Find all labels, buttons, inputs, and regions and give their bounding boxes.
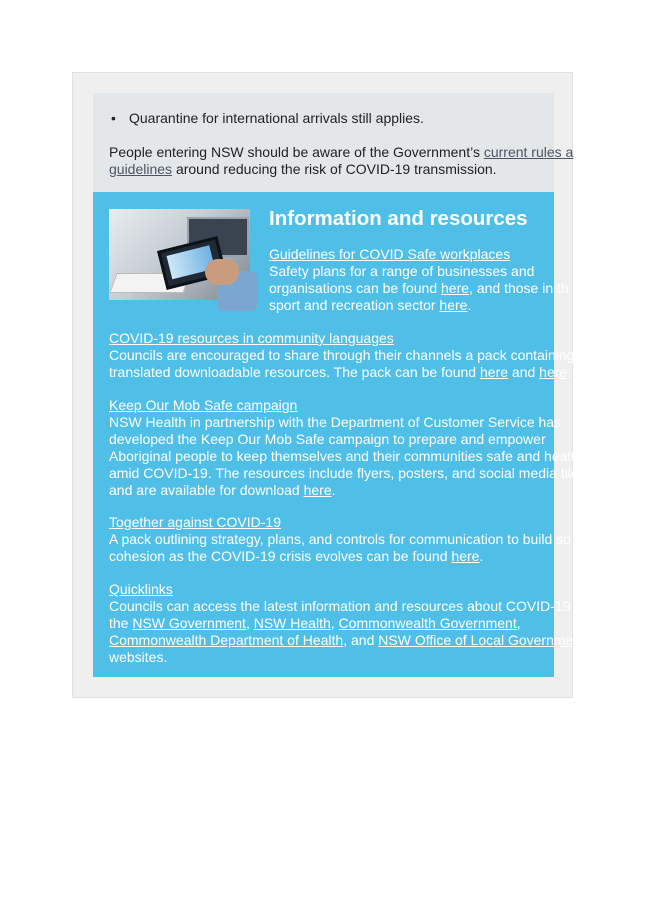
nsw-government-link[interactable]: NSW Government bbox=[132, 615, 246, 631]
email-content bbox=[93, 93, 579, 677]
quicklinks-sep: , bbox=[330, 615, 339, 631]
bullet-item bbox=[111, 110, 424, 127]
together-text: cohesion as the COVID-19 crisis evolves can be found bbox=[109, 548, 452, 564]
nsw-olg-link[interactable]: NSW Office of Local Governme bbox=[378, 632, 574, 648]
businesses-here-link[interactable]: here bbox=[441, 280, 470, 296]
bullet-text: Quarantine for international arrivals still applies. bbox=[129, 110, 424, 126]
nsw-health-link[interactable]: NSW Health bbox=[253, 615, 331, 631]
hand-shape bbox=[205, 259, 239, 285]
para-text-2: around reducing the risk of COVID-19 transmission. bbox=[172, 161, 497, 177]
mob-safe-text-rest: . bbox=[331, 482, 336, 498]
mob-safe-line: developed the Keep Our Mob Safe campaign to prepare and empower bbox=[109, 431, 546, 447]
together-block bbox=[109, 514, 571, 565]
quicklinks-text: the bbox=[109, 615, 133, 631]
languages-line: Councils are encouraged to share through their channels a pack containing bbox=[109, 347, 575, 363]
quicklinks-sep: , bbox=[245, 615, 254, 631]
together-here-link[interactable]: here bbox=[451, 548, 480, 564]
resources-section bbox=[93, 192, 579, 677]
current-rules-link[interactable]: current rules a bbox=[483, 144, 574, 160]
email-frame bbox=[72, 72, 579, 698]
intro-section bbox=[93, 93, 574, 192]
workplaces-line: Safety plans for a range of businesses and bbox=[269, 263, 535, 279]
guidelines-link[interactable]: guidelines bbox=[109, 161, 173, 177]
sport-text-rest: . bbox=[467, 297, 472, 313]
covid-safe-workplaces-link[interactable]: Guidelines for COVID Safe workplaces bbox=[269, 246, 511, 262]
mob-safe-line: amid COVID-19. The resources include flyers, posters, and social media tile bbox=[109, 465, 579, 481]
para-text: People entering NSW should be aware of the Government’s bbox=[109, 144, 484, 160]
workplaces-text: organisations can be found bbox=[269, 280, 442, 296]
quicklinks-line: Councils can access the latest information and resources about COVID-19 bbox=[109, 598, 571, 614]
tablet-photo-image bbox=[109, 209, 250, 300]
mob-safe-text: and are available for download bbox=[109, 482, 304, 498]
languages-block bbox=[109, 330, 574, 381]
sport-here-link[interactable]: here bbox=[439, 297, 468, 313]
mob-safe-block bbox=[109, 397, 579, 499]
workplaces-text-rest: , and those in th bbox=[469, 280, 569, 296]
languages-text-rest: . bbox=[567, 364, 572, 380]
languages-text: translated downloadable resources. The pack can be found bbox=[109, 364, 480, 380]
languages-here-link-1[interactable]: here bbox=[480, 364, 509, 380]
mob-safe-line: NSW Health in partnership with the Department of Customer Service has bbox=[109, 414, 562, 430]
together-text-rest: . bbox=[479, 548, 484, 564]
resources-heading: Information and resources bbox=[269, 207, 528, 230]
languages-and: and bbox=[508, 364, 540, 380]
together-against-covid-link[interactable]: Together against COVID-19 bbox=[109, 514, 281, 530]
languages-here-link-2[interactable]: here bbox=[539, 364, 568, 380]
quicklinks-websites: websites. bbox=[109, 649, 168, 665]
mob-safe-here-link[interactable]: here bbox=[303, 482, 332, 498]
bullet-dot-icon: • bbox=[111, 110, 116, 126]
sport-text: sport and recreation sector bbox=[269, 297, 440, 313]
keep-our-mob-safe-link[interactable]: Keep Our Mob Safe campaign bbox=[109, 397, 298, 413]
commonwealth-health-link[interactable]: Commonwealth Department of Health bbox=[109, 632, 344, 648]
mob-safe-line: Aboriginal people to keep themselves and their communities safe and healt bbox=[109, 448, 575, 464]
quicklinks-block bbox=[109, 581, 573, 666]
entering-nsw-paragraph bbox=[109, 144, 573, 178]
community-languages-link[interactable]: COVID-19 resources in community languages bbox=[109, 330, 394, 346]
quicklinks-and: , and bbox=[343, 632, 379, 648]
workplaces-block bbox=[269, 246, 569, 314]
quicklinks-link[interactable]: Quicklinks bbox=[109, 581, 173, 597]
quicklinks-text-rest: , bbox=[516, 615, 521, 631]
commonwealth-government-link[interactable]: Commonwealth Government bbox=[338, 615, 517, 631]
together-line: A pack outlining strategy, plans, and controls for communication to build so bbox=[109, 531, 571, 547]
